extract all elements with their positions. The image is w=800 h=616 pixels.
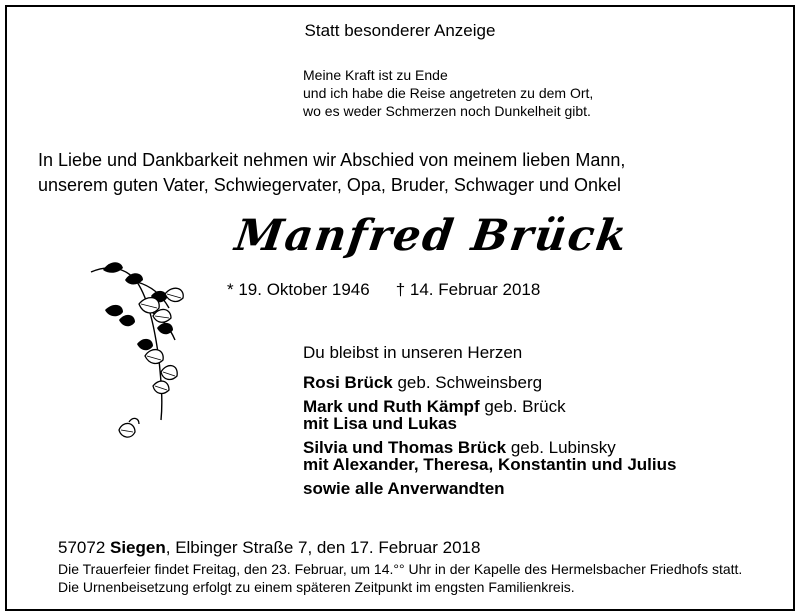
ceremony-notes [58, 560, 742, 596]
mourners-list [303, 342, 676, 499]
address-line [58, 538, 480, 558]
birth-date: * 19. Oktober 1946 [227, 280, 370, 299]
mourner-name: Silvia und Thomas Brück [303, 438, 507, 457]
obituary-notice [5, 5, 795, 611]
leaf-branch-icon [89, 260, 193, 450]
mourner-name: mit Lisa und Lukas [303, 414, 457, 433]
intro-line: In Liebe und Dankbarkeit nehmen wir Abschied von meinem lieben Mann, [38, 150, 626, 170]
mourner-entry [303, 478, 676, 499]
mourner-name: Mark und Ruth Kämpf [303, 397, 480, 416]
intro-text [38, 148, 625, 198]
intro-line: unserem guten Vater, Schwiegervater, Opa, Bruder, Schwager und Onkel [38, 175, 621, 195]
life-dates [227, 280, 540, 300]
mourner-name: sowie alle Anverwandten [303, 479, 505, 498]
poem-line: und ich habe die Reise angetreten zu dem Ort, [303, 85, 594, 101]
mourner-note: geb. Lubinsky [506, 438, 616, 457]
address-city: Siegen [110, 538, 166, 557]
poem [303, 66, 593, 120]
mourner-note: geb. Schweinsberg [392, 373, 543, 392]
address-rest: , Elbinger Straße 7, den 17. Februar 2018 [165, 538, 481, 557]
ceremony-note: Die Urnenbeisetzung erfolgt zu einem späteren Zeitpunkt im engsten Familienkreis. [58, 579, 575, 595]
poem-line: Meine Kraft ist zu Ende [303, 67, 448, 83]
mourner-entry [303, 454, 676, 475]
notice-header: Statt besonderer Anzeige [304, 21, 496, 40]
mourner-entry [303, 372, 676, 393]
deceased-name: Manfred Brück [232, 211, 632, 261]
address-zip: 57072 [58, 538, 110, 557]
mourner-name: Rosi Brück [303, 373, 393, 392]
mourner-name: mit Alexander, Theresa, Konstantin und Julius [303, 455, 677, 474]
mourner-note: geb. Brück [479, 397, 566, 416]
death-date: † 14. Februar 2018 [395, 280, 541, 299]
mourners-heading: Du bleibst in unseren Herzen [303, 343, 523, 362]
ceremony-note: Die Trauerfeier findet Freitag, den 23. Februar, um 14.°° Uhr in der Kapelle des Hermelsbacher Friedhofs statt. [58, 561, 743, 577]
poem-line: wo es weder Schmerzen noch Dunkelheit gibt. [303, 103, 591, 119]
